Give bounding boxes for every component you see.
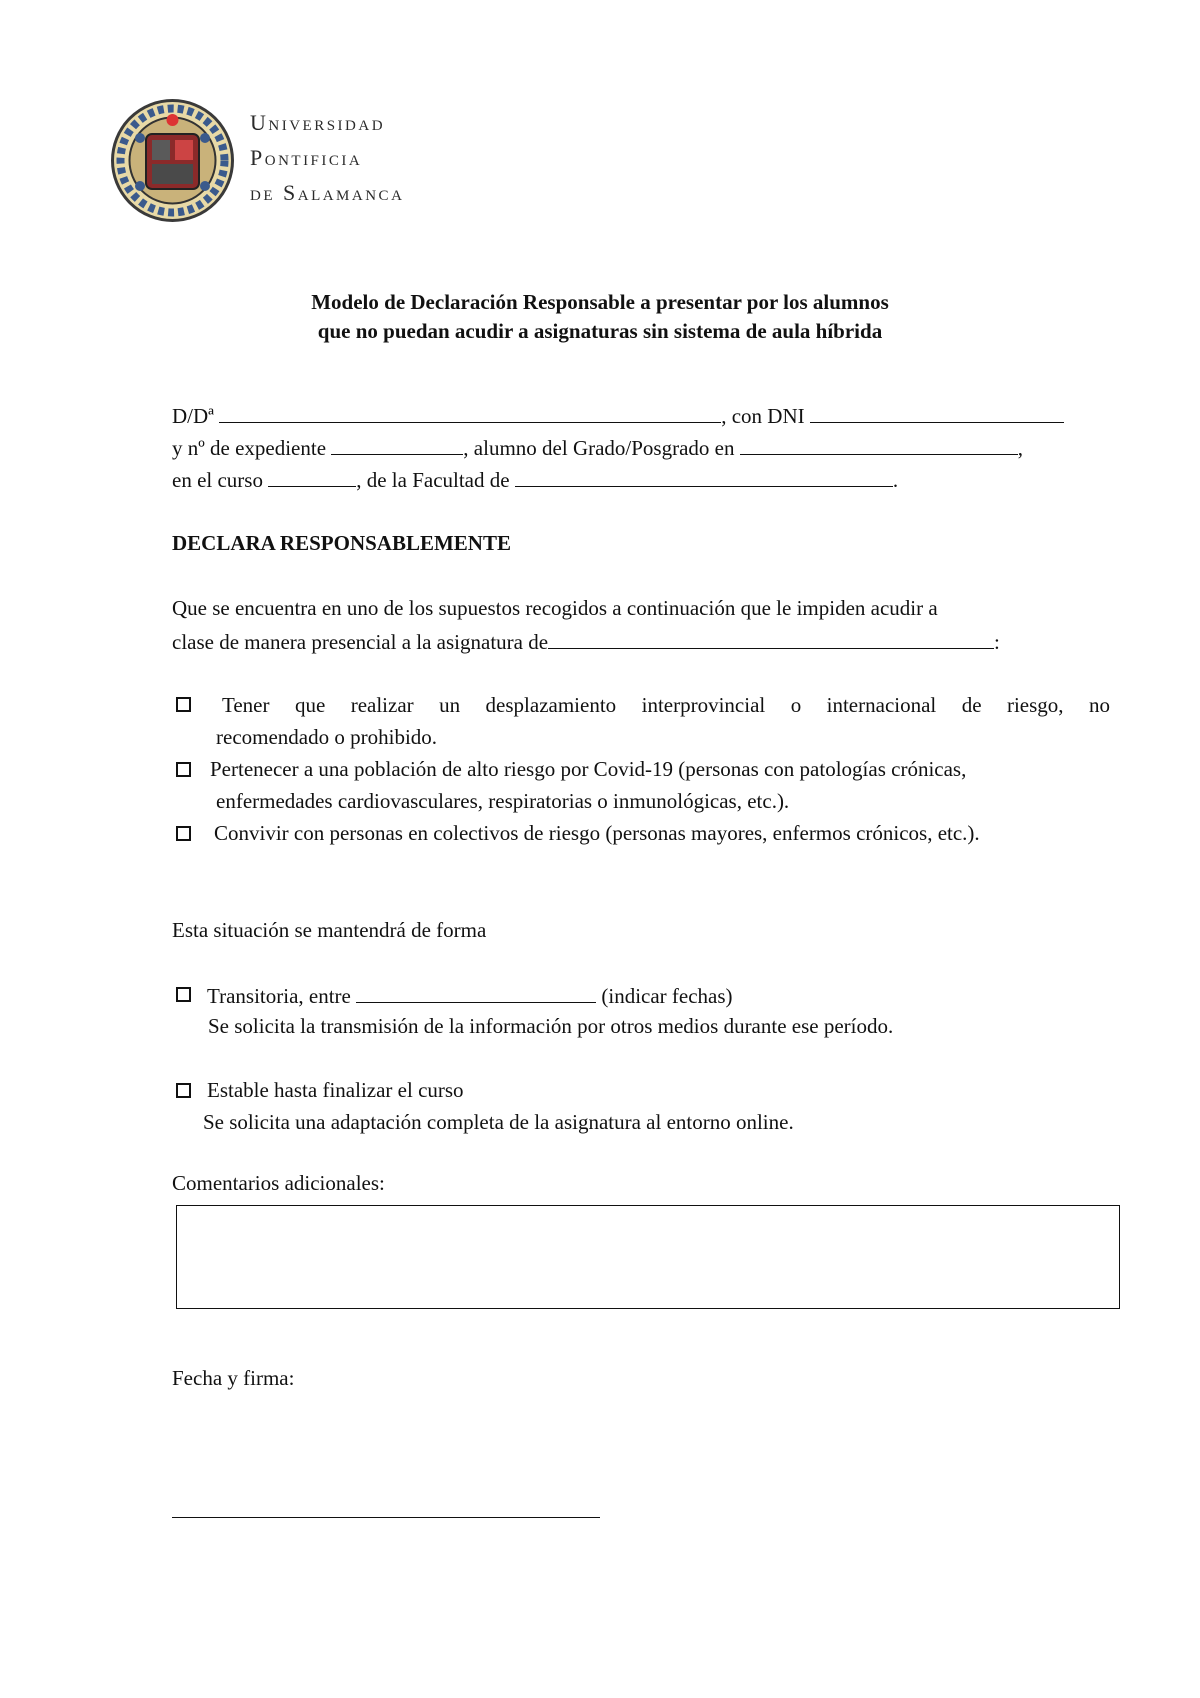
logo-line-2: Pontificia	[250, 145, 363, 170]
grado-field[interactable]	[740, 436, 1018, 455]
asignatura-field[interactable]	[548, 630, 994, 649]
expediente-label: y nº de expediente	[172, 436, 327, 460]
situation-text: Esta situación se mantendrá de forma	[172, 918, 487, 942]
name-label: D/Dª	[172, 404, 214, 428]
form-line-expediente	[172, 436, 1023, 459]
option-1-checkbox[interactable]	[176, 697, 191, 712]
expediente-field[interactable]	[331, 436, 463, 455]
logo-line-3: de Salamanca	[250, 180, 405, 205]
form-line-name	[172, 404, 1064, 427]
option-3-checkbox[interactable]	[176, 826, 191, 841]
university-logo	[110, 98, 235, 223]
line2-comma: ,	[1017, 436, 1023, 460]
comments-label: Comentarios adicionales:	[172, 1171, 385, 1195]
university-seal-icon	[110, 98, 235, 223]
curso-label: en el curso	[172, 468, 263, 492]
grado-label: , alumno del Grado/Posgrado en	[463, 436, 735, 460]
transitoria-note: Se solicita la transmisión de la información por otros medios durante ese período.	[208, 1014, 894, 1038]
name-field[interactable]	[219, 404, 721, 423]
curso-field[interactable]	[268, 468, 356, 487]
transitoria-label: Transitoria, entre	[207, 984, 351, 1008]
estable-note: Se solicita una adaptación completa de la asignatura al entorno online.	[203, 1110, 794, 1134]
asignatura-label: clase de manera presencial a la asignatura de	[172, 630, 549, 654]
option-3-line-1: Convivir con personas en colectivos de riesgo (personas mayores, enfermos crónicos, etc.).	[214, 821, 980, 845]
document-title-line-1: Modelo de Declaración Responsable a presentar por los alumnos	[311, 290, 889, 314]
option-2-line-1: Pertenecer a una población de alto riesgo por Covid-19 (personas con patologías crónicas,	[210, 757, 967, 781]
estable-label: Estable hasta finalizar el curso	[207, 1078, 464, 1102]
option-2-checkbox[interactable]	[176, 762, 191, 777]
form-line-curso	[172, 468, 898, 491]
line3-period: .	[892, 468, 899, 492]
option-1-line-1: Tener que realizar un desplazamiento interprovincial o internacional de riesgo, no	[222, 693, 1110, 717]
logo-line-1: Universidad	[250, 110, 386, 135]
signature-line[interactable]	[172, 1517, 600, 1518]
transitoria-line	[207, 984, 733, 1007]
transitoria-dates-field[interactable]	[356, 984, 596, 1003]
declara-heading: DECLARA RESPONSABLEMENTE	[172, 531, 511, 555]
intro-colon: :	[994, 630, 1000, 654]
transitoria-hint: (indicar fechas)	[601, 984, 733, 1008]
transitoria-checkbox[interactable]	[176, 987, 191, 1002]
intro-line-2	[172, 630, 1000, 653]
facultad-label: , de la Facultad de	[356, 468, 510, 492]
comments-box[interactable]	[176, 1205, 1120, 1309]
document-title-line-2: que no puedan acudir a asignaturas sin sistema de aula híbrida	[317, 319, 883, 343]
signature-label: Fecha y firma:	[172, 1366, 295, 1390]
intro-line-1: Que se encuentra en uno de los supuestos recogidos a continuación que le impiden acudir a	[172, 596, 938, 620]
option-2-line-2: enfermedades cardiovasculares, respiratorias o inmunológicas, etc.).	[216, 789, 790, 813]
estable-checkbox[interactable]	[176, 1083, 191, 1098]
facultad-field[interactable]	[515, 468, 893, 487]
dni-label: , con DNI	[721, 404, 805, 428]
dni-field[interactable]	[810, 404, 1064, 423]
option-1-line-2: recomendado o prohibido.	[216, 725, 438, 749]
